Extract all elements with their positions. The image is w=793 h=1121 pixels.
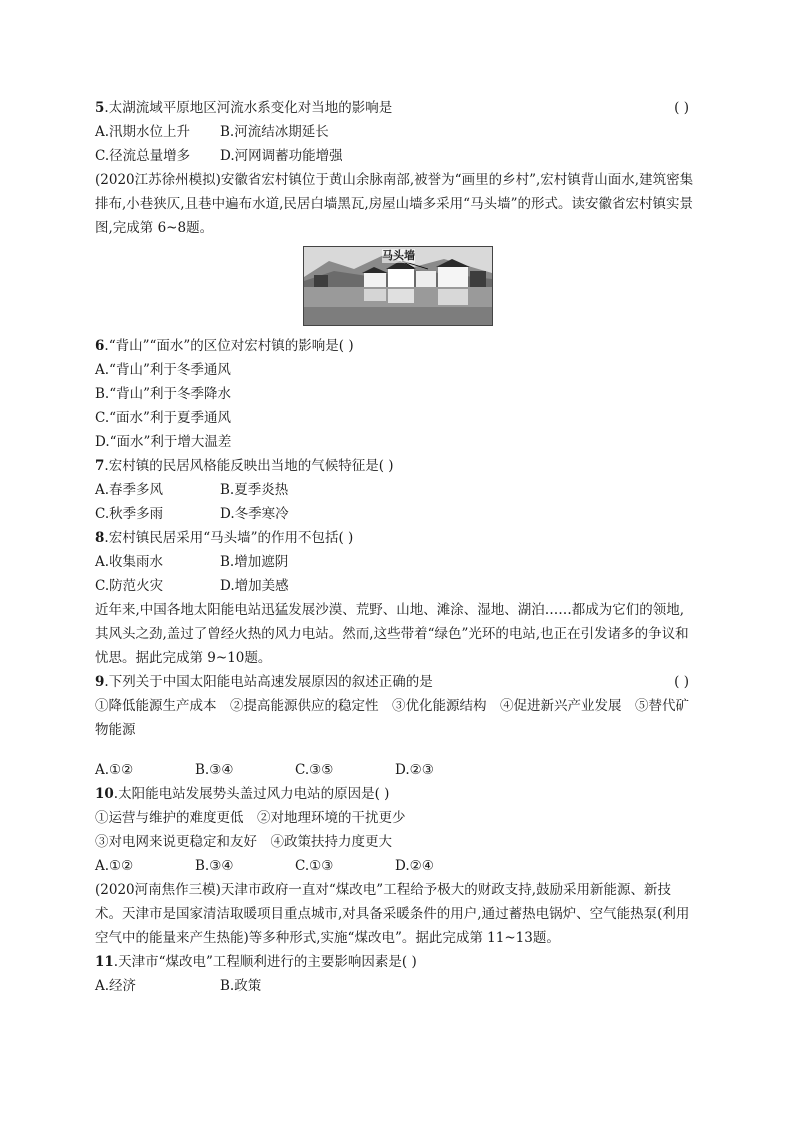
question-number: 8 [95, 530, 105, 546]
option-a: A.①② [95, 762, 134, 778]
answer-bracket: ( ) [674, 100, 689, 116]
passage-intro-3: (2020河南焦作三模)天津市政府一直对“煤改电”工程给予极大的财政支持,鼓励采用新能源、新技术。天津市是国家清洁取暖项目重点城市,对具备采暖条件的用户,通过蓄热电锅炉、空气能热泵(利用空气中的能量来产生热能)等多种形式,实施“煤改电”。据此完成第 11~13题。 [95, 882, 690, 946]
option-d: D.②③ [395, 762, 434, 778]
option-b: B.“背山”利于冬季降水 [95, 386, 232, 402]
statement-list: ①降低能源生产成本 ②提高能源供应的稳定性 ③优化能源结构 ④促进新兴产业发展 ⑤替代矿物能源 [95, 698, 689, 738]
option-c: C.③⑤ [295, 762, 334, 778]
options-row [95, 120, 695, 144]
question-number: 6 [95, 338, 105, 354]
option-a: A.汛期水位上升 [95, 124, 191, 140]
question-11 [95, 950, 695, 974]
option-a: A.经济 [95, 978, 137, 994]
option-d: D.冬季寒冷 [220, 506, 289, 522]
option-b: B.政策 [220, 978, 262, 994]
statement-list: ①运营与维护的难度更低 ②对地理环境的干扰更少 [95, 810, 406, 826]
question-text: .太阳能电站发展势头盖过风力电站的原因是( ) [113, 786, 390, 802]
options-row [95, 550, 695, 574]
options-row [95, 478, 695, 502]
option-d: D.增加美感 [220, 578, 289, 594]
answer-bracket: ( ) [674, 674, 689, 690]
option-b: B.河流结冰期延长 [220, 124, 329, 140]
option-a: A.收集雨水 [95, 554, 164, 570]
option-c: C.①③ [295, 858, 334, 874]
question-9 [95, 670, 695, 694]
option-b: B.③④ [195, 762, 234, 778]
option-c: C.径流总量增多 [95, 148, 191, 164]
options-row [95, 854, 695, 878]
passage-intro-2: 近年来,中国各地太阳能电站迅猛发展沙漠、荒野、山地、滩涂、湿地、湖泊……都成为它们的领地,其风头之劲,盖过了曾经火热的风力电站。然而,这些带着“绿色”光环的电站,也正在引发诸多的争议和忧思。据此完成第 9~10题。 [95, 602, 689, 666]
passage-intro-1: (2020江苏徐州模拟)安徽省宏村镇位于黄山余脉南部,被誉为“画里的乡村”,宏村镇背山面水,建筑密集排布,小巷狭仄,且巷中遍布水道,民居白墙黑瓦,房屋山墙多采用“马头墙”的形式。读安徽省宏村镇实景图,完成第 6~8题。 [95, 172, 694, 236]
question-text: .宏村镇的民居风格能反映出当地的气候特征是( ) [104, 458, 394, 474]
options-row [95, 502, 695, 526]
question-10 [95, 782, 695, 806]
option-d: D.②④ [395, 858, 434, 874]
question-number: 7 [95, 458, 105, 474]
question-6 [95, 334, 695, 358]
village-photo [303, 246, 493, 326]
option-c: C.“面水”利于夏季通风 [95, 410, 231, 426]
question-text: .宏村镇民居采用“马头墙”的作用不包括( ) [104, 530, 354, 546]
question-text: .“背山”“面水”的区位对宏村镇的影响是( ) [104, 338, 354, 354]
question-number: 11 [95, 954, 114, 970]
question-8 [95, 526, 695, 550]
question-number: 5 [95, 100, 105, 116]
option-a: A.①② [95, 858, 134, 874]
option-b: B.夏季炎热 [220, 482, 289, 498]
spacer [95, 742, 695, 758]
question-text: .天津市“煤改电”工程顺利进行的主要影响因素是( ) [113, 954, 417, 970]
question-7 [95, 454, 695, 478]
option-c: C.防范火灾 [95, 578, 164, 594]
figure-label: 马头墙 [382, 249, 415, 262]
option-b: B.增加遮阴 [220, 554, 289, 570]
question-number: 9 [95, 674, 105, 690]
option-d: D.“面水”利于增大温差 [95, 434, 232, 450]
statement-list: ③对电网来说更稳定和友好 ④政策扶持力度更大 [95, 834, 392, 850]
option-c: C.秋季多雨 [95, 506, 164, 522]
question-text: .太湖流域平原地区河流水系变化对当地的影响是 [104, 100, 393, 116]
options-row [95, 574, 695, 598]
options-row [95, 974, 695, 998]
question-5 [95, 96, 695, 120]
question-text: .下列关于中国太阳能电站高速发展原因的叙述正确的是 [104, 674, 433, 690]
options-row [95, 758, 695, 782]
exam-page [95, 96, 695, 998]
options-row [95, 144, 695, 168]
option-d: D.河网调蓄功能增强 [220, 148, 343, 164]
question-number: 10 [95, 786, 114, 802]
option-a: A.“背山”利于冬季通风 [95, 362, 231, 378]
option-a: A.春季多风 [95, 482, 164, 498]
option-b: B.③④ [195, 858, 234, 874]
